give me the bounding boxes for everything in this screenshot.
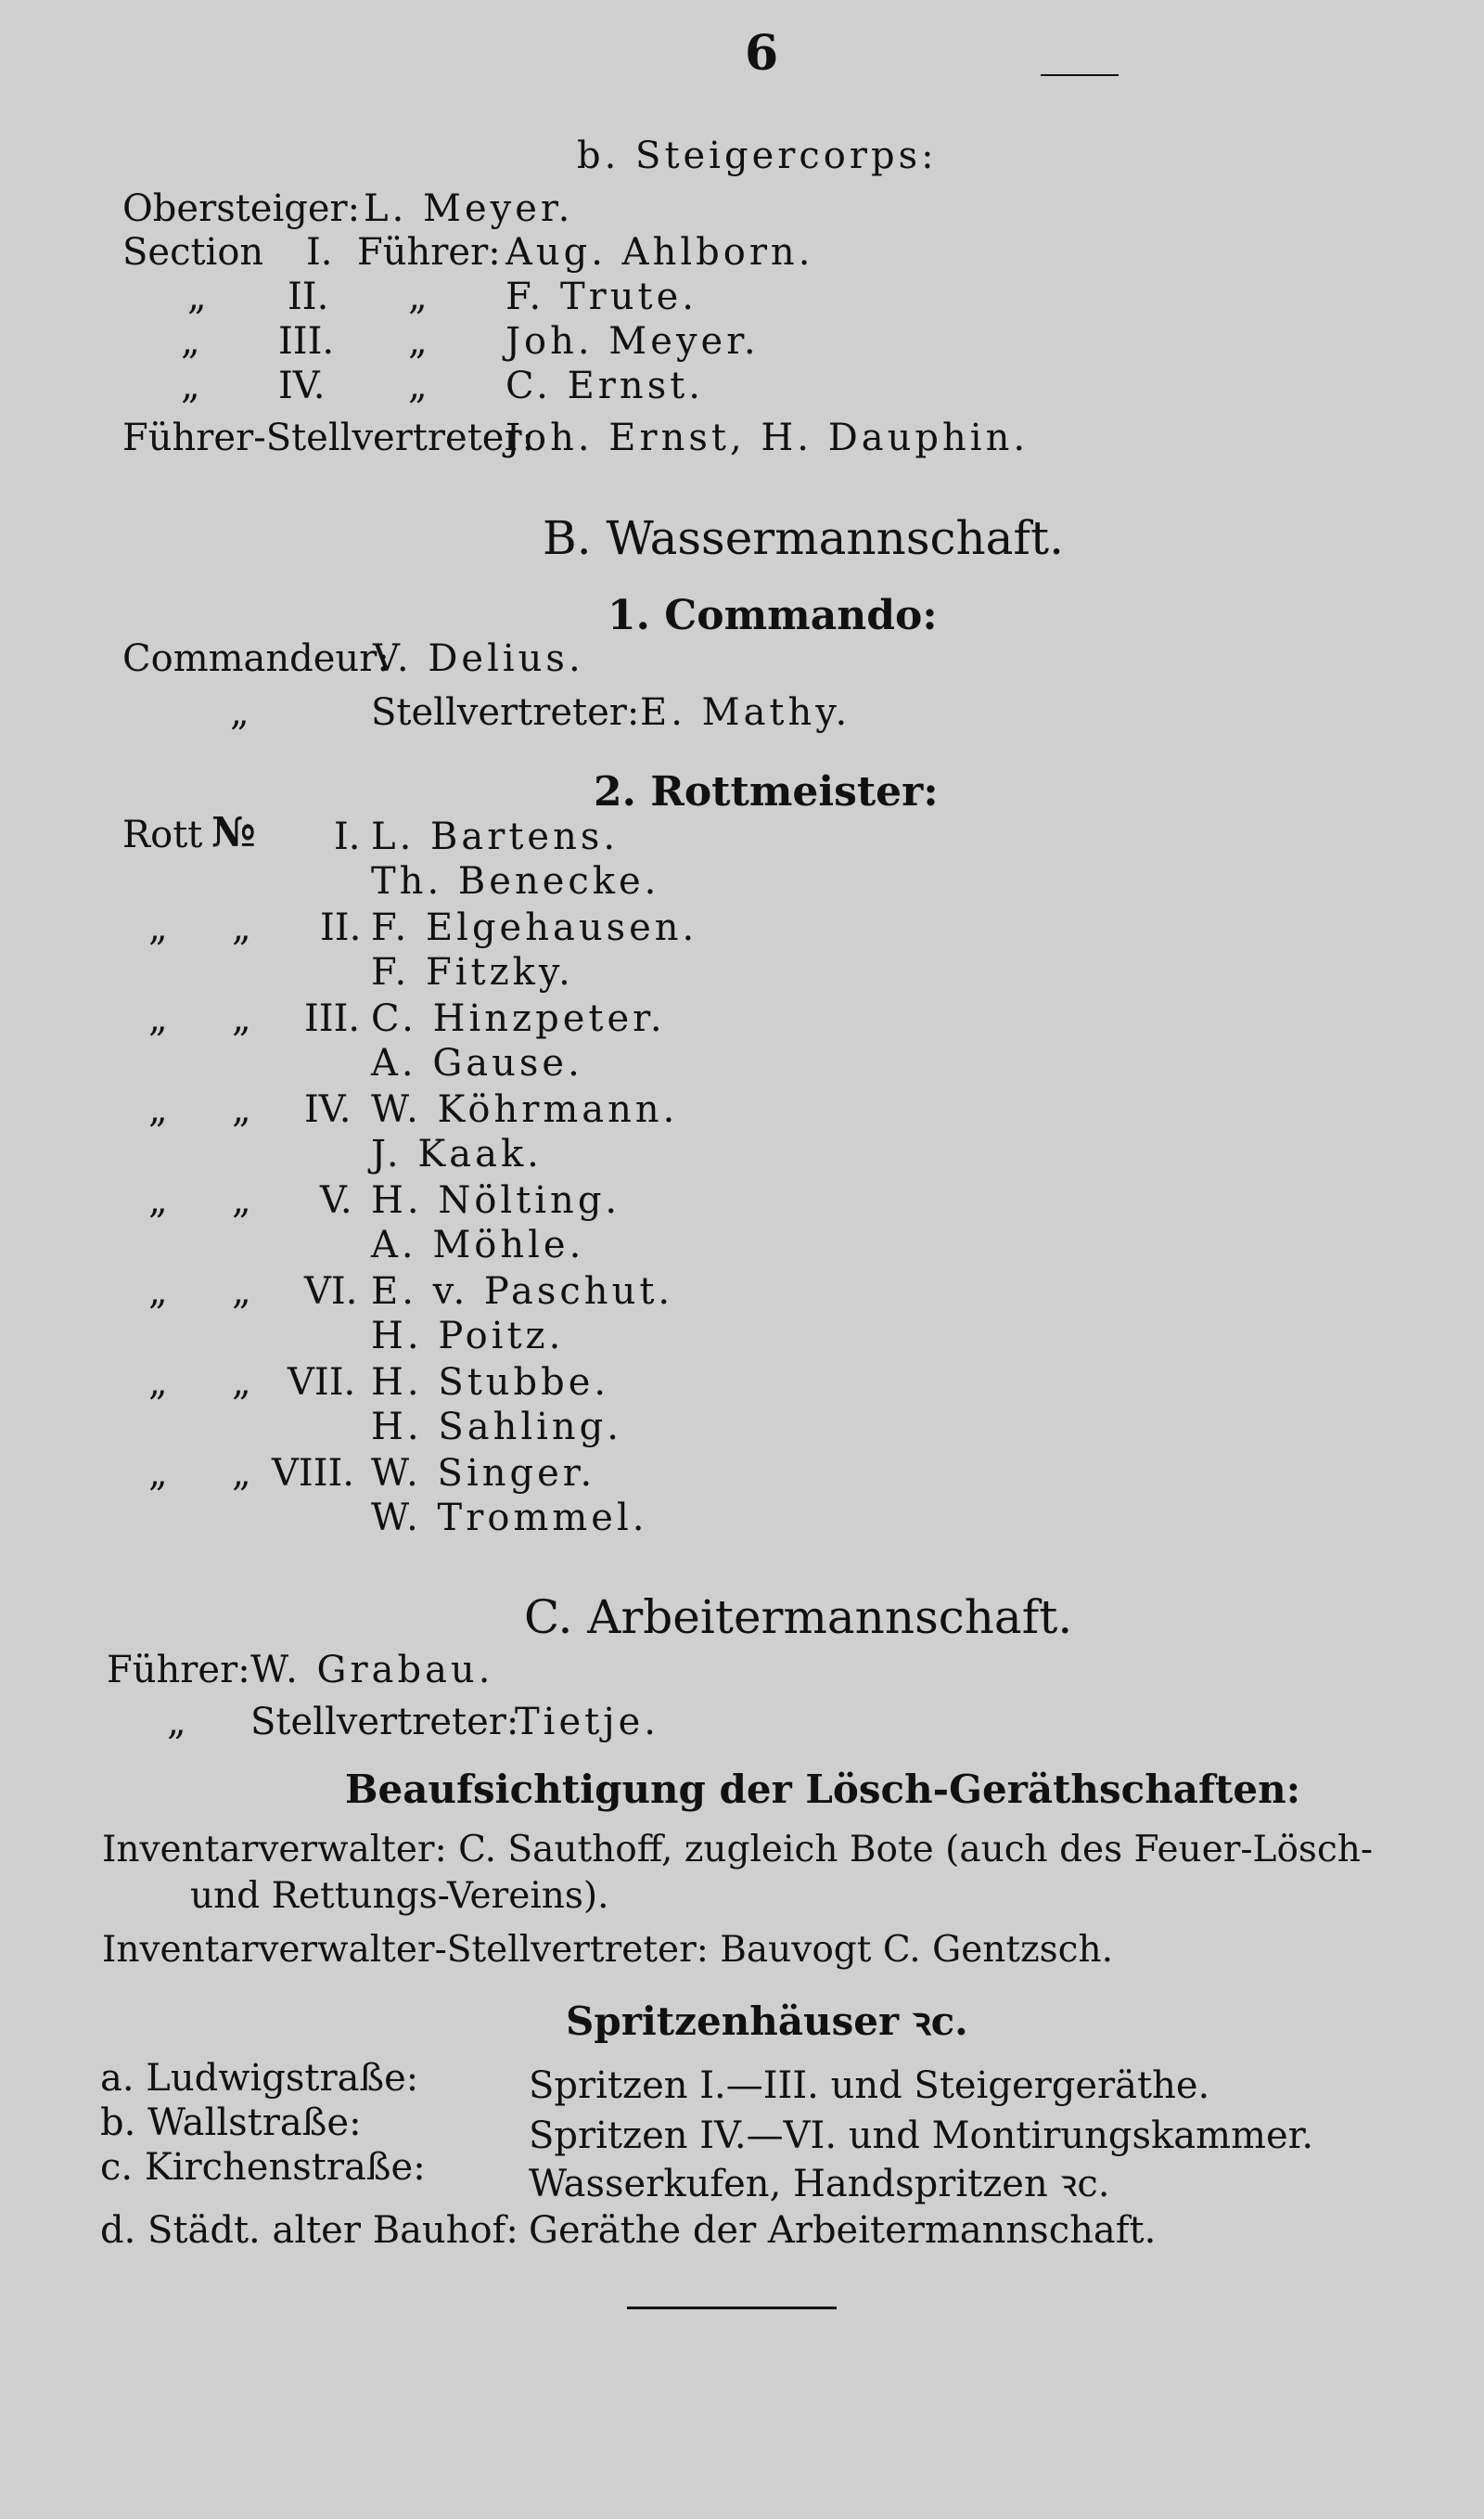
stellvertreter-name: E. Mathy. xyxy=(640,691,851,734)
number-ditto: „ xyxy=(232,906,251,949)
spritzen-row-c-label: c. Kirchenstraße: xyxy=(100,2146,426,2189)
rott-ditto: „ xyxy=(148,1361,168,1404)
arbeiter-stellvertreter-name: Tietje. xyxy=(515,1701,660,1743)
rott-5-num: V. xyxy=(320,1179,352,1222)
rott-4-num: IV. xyxy=(304,1088,352,1131)
number-ditto: „ xyxy=(232,1088,251,1131)
section-1-num: I. xyxy=(306,231,333,274)
arbeitermannschaft-heading: C. Arbeitermannschaft. xyxy=(524,1590,1073,1644)
rott-2-num: II. xyxy=(320,906,362,949)
rott-8-name-2: W. Trommel. xyxy=(371,1497,648,1539)
number-ditto: „ xyxy=(232,1361,251,1404)
rott-5-name-2: A. Möhle. xyxy=(371,1224,585,1266)
number-sign: № xyxy=(211,809,256,856)
fuehrer-label: Führer: xyxy=(357,231,501,274)
rott-7-num: VII. xyxy=(288,1361,356,1404)
section-3-name: Joh. Meyer. xyxy=(505,320,760,363)
spritzen-row-d-label: d. Städt. alter Bauhof: xyxy=(100,2209,518,2252)
obersteiger-label: Obersteiger: xyxy=(122,187,361,230)
rott-ditto: „ xyxy=(148,906,168,949)
aufsicht-line-1: Inventarverwalter: C. Sauthoff, zugleich Bote (auch des Feuer-Lösch- xyxy=(102,1829,1374,1870)
section-2-num: II. xyxy=(288,276,329,318)
spritzen-row-b-label: b. Wallstraße: xyxy=(100,2101,362,2144)
rott-6-name-2: H. Poitz. xyxy=(371,1315,565,1357)
rott-ditto: „ xyxy=(148,997,168,1040)
section-1-name: Aug. Ahlborn. xyxy=(505,231,814,274)
spritzen-row-a-value: Spritzen I.—III. und Steigergeräthe. xyxy=(529,2064,1210,2107)
steigercorps-heading: b. Steigercorps: xyxy=(577,135,938,177)
rott-ditto: „ xyxy=(148,1270,168,1313)
rott-ditto: „ xyxy=(148,1088,168,1131)
rott-1-num: I. xyxy=(334,816,361,858)
number-ditto: „ xyxy=(232,997,251,1040)
page-number: 6 xyxy=(745,25,779,82)
rott-7-name-1: H. Stubbe. xyxy=(371,1361,610,1404)
rott-1-name-2: Th. Benecke. xyxy=(371,860,660,903)
fuehrer-ditto: „ xyxy=(408,320,428,363)
rott-7-name-2: H. Sahling. xyxy=(371,1406,622,1448)
section-label: Section xyxy=(122,231,264,274)
fuehrer-ditto: „ xyxy=(408,276,428,318)
rott-8-name-1: W. Singer. xyxy=(371,1452,596,1495)
spritzen-row-b-value: Spritzen IV.—VI. und Montirungskammer. xyxy=(529,2114,1314,2157)
fuehrer-stellvertreter-names: Joh. Ernst, H. Dauphin. xyxy=(505,417,1030,459)
commandeur-name: V. Delius. xyxy=(373,637,584,680)
section-2-name: F. Trute. xyxy=(505,276,697,318)
section-ditto: „ xyxy=(181,365,200,407)
rott-3-name-2: A. Gause. xyxy=(371,1042,583,1085)
section-ditto: „ xyxy=(187,276,207,318)
stellvertreter-ditto: „ xyxy=(230,691,249,734)
rott-5-name-1: H. Nölting. xyxy=(371,1179,621,1222)
rott-ditto: „ xyxy=(148,1179,168,1222)
arbeiter-fuehrer-label: Führer: xyxy=(107,1649,250,1691)
stellvertreter-label: Stellvertreter: xyxy=(371,691,640,734)
arbeiter-stellvertreter-ditto: „ xyxy=(167,1701,186,1743)
commando-heading: 1. Commando: xyxy=(608,592,938,639)
spritzen-row-c-value: Wasserkufen, Handspritzen ꝛc. xyxy=(529,2163,1110,2205)
arbeiter-stellvertreter-label: Stellvertreter: xyxy=(250,1701,519,1743)
section-ditto: „ xyxy=(181,320,200,363)
section-3-num: III. xyxy=(278,320,335,363)
rott-1-name-1: L. Bartens. xyxy=(371,816,620,858)
rott-3-name-1: C. Hinzpeter. xyxy=(371,997,666,1040)
wassermannschaft-heading: B. Wassermannschaft. xyxy=(543,511,1064,565)
rott-6-num: VI. xyxy=(304,1270,358,1313)
rott-4-name-1: W. Köhrmann. xyxy=(371,1088,679,1131)
rott-2-name-1: F. Elgehausen. xyxy=(371,906,698,949)
header-dash xyxy=(1041,74,1119,76)
section-4-name: C. Ernst. xyxy=(505,365,705,407)
rott-4-name-2: J. Kaak. xyxy=(371,1133,543,1176)
rott-2-name-2: F. Fitzky. xyxy=(371,951,574,994)
rott-ditto: „ xyxy=(148,1452,168,1495)
rott-label: Rott xyxy=(122,814,203,856)
closing-rule xyxy=(627,2307,837,2309)
rott-6-name-1: E. v. Paschut. xyxy=(371,1270,674,1313)
spritzen-heading: Spritzenhäuser ꝛc. xyxy=(566,1998,968,2044)
rott-3-num: III. xyxy=(304,997,361,1040)
obersteiger-name: L. Meyer. xyxy=(364,187,574,230)
spritzen-row-d-value: Geräthe der Arbeitermannschaft. xyxy=(529,2209,1157,2252)
rottmeister-heading: 2. Rottmeister: xyxy=(594,768,939,816)
aufsicht-line-3: Inventarverwalter-Stellvertreter: Bauvogt C. Gentzsch. xyxy=(102,1929,1114,1971)
aufsicht-heading: Beaufsichtigung der Lösch-Geräthschaften: xyxy=(345,1767,1301,1812)
fuehrer-stellvertreter-label: Führer-Stellvertreter: xyxy=(122,417,535,459)
section-4-num: IV. xyxy=(278,365,326,407)
spritzen-row-a-label: a. Ludwigstraße: xyxy=(100,2057,419,2100)
number-ditto: „ xyxy=(232,1270,251,1313)
number-ditto: „ xyxy=(232,1452,251,1495)
number-ditto: „ xyxy=(232,1179,251,1222)
arbeiter-fuehrer-name: W. Grabau. xyxy=(250,1649,494,1691)
aufsicht-line-2: und Rettungs-Vereins). xyxy=(190,1875,609,1917)
rott-8-num: VIII. xyxy=(272,1452,355,1495)
fuehrer-ditto: „ xyxy=(408,365,428,407)
commandeur-label: Commandeur: xyxy=(122,637,390,680)
